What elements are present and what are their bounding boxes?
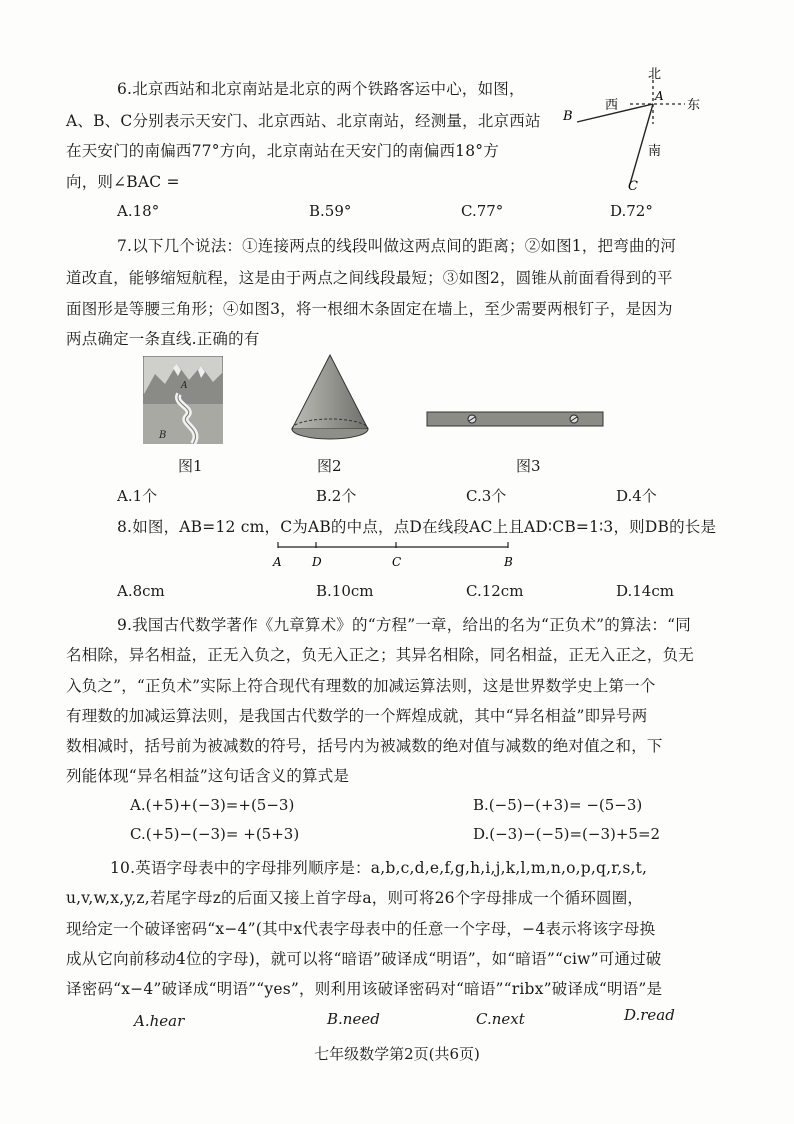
q9-line-5: 数相减时，括号前为被减数的符号，括号内为被减数的绝对值与减数的绝对值之和，下 bbox=[66, 737, 663, 755]
q7-line-4: 两点确定一条直线.正确的有 bbox=[66, 330, 260, 348]
fig1-point-B: B bbox=[159, 430, 167, 441]
q9-line-3: 入负之”，“正负术”实际上符合现代有理数的加减运算法则，这是世界数学史上第一个 bbox=[66, 677, 656, 695]
q6-option-a: A.18° bbox=[117, 202, 160, 220]
q9-line-2: 名相除，异名相益，正无入负之，负无入正之；其异名相除，同名相益，正无入正之，负无 bbox=[66, 646, 695, 664]
figure-3-strip bbox=[426, 408, 604, 430]
q9-line-4: 有理数的加减运算法则，是我国古代数学的一个辉煌成就，其中“异名相益”即异号两 bbox=[66, 707, 648, 725]
q6-option-b: B.59° bbox=[309, 202, 352, 220]
point-B: B bbox=[563, 109, 573, 124]
seg-point-A: A bbox=[273, 555, 282, 569]
q10-option-c: C.next bbox=[476, 1010, 525, 1028]
point-C: C bbox=[628, 179, 638, 194]
q8-line: 8.如图，AB=12 cm，C为AB的中点，点D在线段AC上且AD∶CB=1∶3，则DB的长是 bbox=[117, 518, 717, 536]
q7-option-c: C.3个 bbox=[466, 487, 507, 505]
q10-line-4: 成从它向前移动4位的字母)，就可以将“暗语”破译成“明语”，如“暗语”“ciw”可通过破 bbox=[66, 950, 662, 968]
q10-line-5: 译密码“x−4”破译成“明语”“yes”，则利用该破译密码对“暗语”“ribx”破译成“明语”是 bbox=[66, 980, 663, 998]
q9-option-a: A.(+5)+(−3)=+(5−3) bbox=[130, 796, 295, 814]
q8-option-d: D.14cm bbox=[616, 582, 674, 600]
q10-line-2: u,v,w,x,y,z,若尾字母z的后面又接上首字母a，则可将26个字母排成一个循环圆圈， bbox=[66, 889, 644, 907]
q10-option-b: B.need bbox=[327, 1010, 380, 1028]
q7-line-3: 面图形是等腰三角形；④如图3，将一根细木条固定在墙上，至少需要两根钉子，是因为 bbox=[66, 300, 673, 318]
q9-option-d: D.(−3)−(−5)=(−3)+5=2 bbox=[473, 825, 661, 843]
q8-option-c: C.12cm bbox=[466, 582, 524, 600]
q7-option-b: B.2个 bbox=[316, 487, 357, 505]
page-footer: 七年级数学第2页(共6页) bbox=[314, 1045, 480, 1063]
label-east: 东 bbox=[687, 98, 701, 113]
q6-line-3: 在天安门的南偏西77°方向，北京南站在天安门的南偏西18°方 bbox=[66, 142, 499, 160]
figure-2-caption: 图2 bbox=[317, 457, 342, 475]
q6-line-4: 向，则∠BAC = bbox=[66, 173, 180, 191]
q8-option-b: B.10cm bbox=[316, 582, 374, 600]
q10-option-a: A.hear bbox=[134, 1012, 185, 1030]
q6-line-1: 6.北京西站和北京南站是北京的两个铁路客运中心，如图， bbox=[117, 80, 525, 98]
fig1-point-A: A bbox=[181, 381, 188, 391]
segment-diagram bbox=[270, 538, 520, 570]
seg-point-C: C bbox=[392, 555, 402, 569]
label-north: 北 bbox=[648, 67, 662, 82]
seg-point-D: D bbox=[312, 555, 322, 569]
q7-line-2: 道改直，能够缩短航程，这是由于两点之间线段最短；③如图2，圆锥从前面看得到的平 bbox=[66, 269, 673, 287]
q9-option-c: C.(+5)−(−3)= +(5+3) bbox=[130, 825, 300, 843]
q8-option-a: A.8cm bbox=[117, 582, 165, 600]
q10-line-1: 10.英语字母表中的字母排列顺序是：a,b,c,d,e,f,g,h,i,j,k,l,m,n,o,p,q,r,s,t, bbox=[110, 859, 648, 877]
figure-1-river bbox=[143, 356, 223, 444]
q7-line-1: 7.以下几个说法：①连接两点的线段叫做这两点间的距离；②如图1，把弯曲的河 bbox=[117, 237, 677, 255]
compass-diagram bbox=[555, 62, 715, 194]
q6-option-d: D.72° bbox=[610, 202, 653, 220]
figure-1-caption: 图1 bbox=[178, 457, 203, 475]
figure-2-cone bbox=[288, 353, 372, 445]
q7-option-a: A.1个 bbox=[117, 487, 158, 505]
label-south: 南 bbox=[648, 144, 662, 159]
q6-option-c: C.77° bbox=[461, 202, 504, 220]
q10-option-d: D.read bbox=[624, 1006, 675, 1024]
q9-option-b: B.(−5)−(+3)= −(5−3) bbox=[473, 796, 643, 814]
q6-line-2: A、B、C分别表示天安门、北京西站、北京南站，经测量，北京西站 bbox=[66, 112, 541, 130]
point-A: A bbox=[655, 89, 664, 103]
q10-line-3: 现给定一个破译密码“x−4”(其中x代表字母表中的任意一个字母，−4表示将该字母换 bbox=[66, 920, 656, 938]
q9-line-6: 列能体现“异名相益”这句话含义的算式是 bbox=[66, 767, 350, 785]
label-west: 西 bbox=[605, 98, 619, 113]
q7-option-d: D.4个 bbox=[616, 487, 657, 505]
figure-3-caption: 图3 bbox=[516, 457, 541, 475]
q9-line-1: 9.我国古代数学著作《九章算术》的“方程”一章，给出的名为“正负术”的算法：“同 bbox=[117, 616, 691, 634]
seg-point-B: B bbox=[504, 555, 513, 569]
